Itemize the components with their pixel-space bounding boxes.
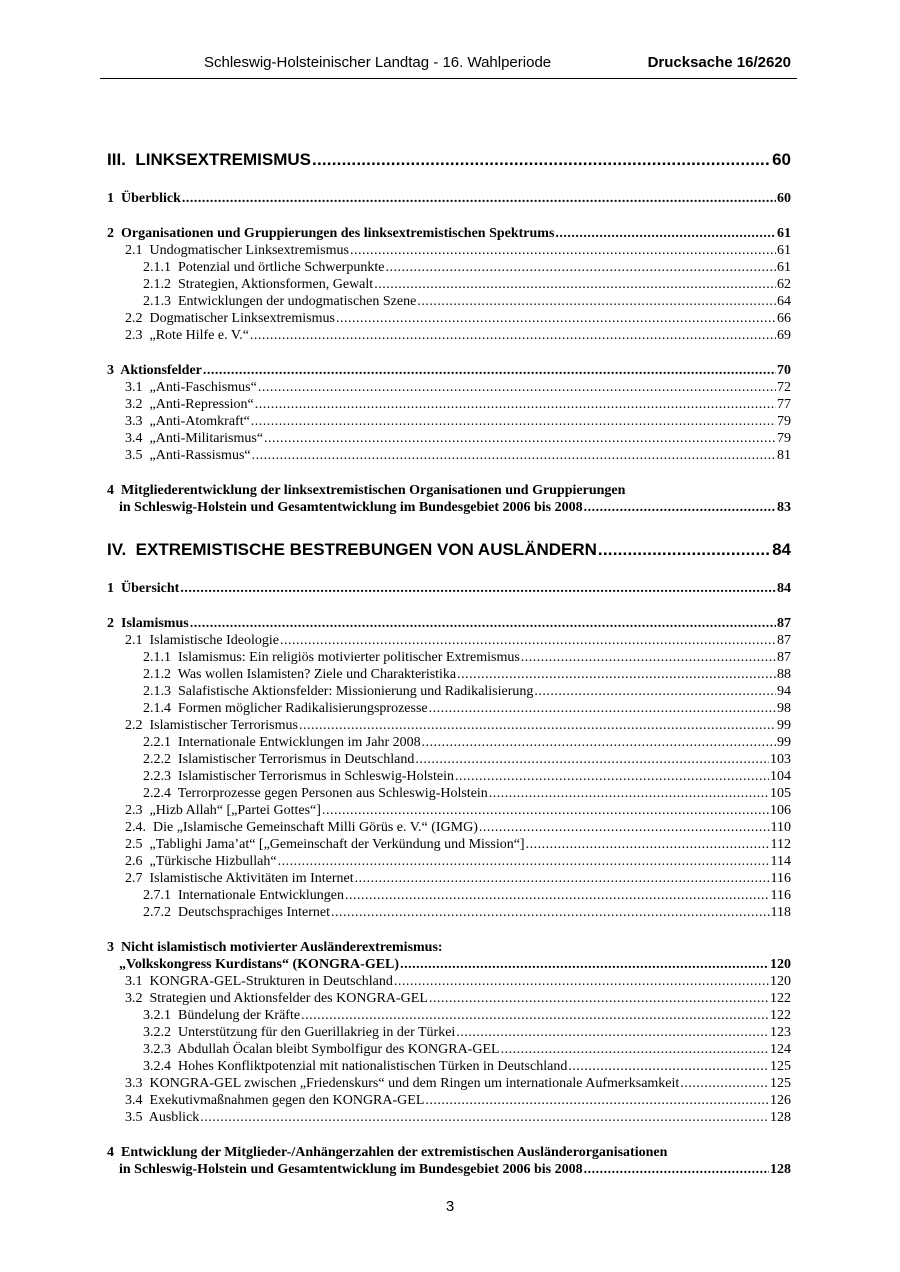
toc-entry[interactable]: 3.3 „Anti-Atomkraft“ ..... 79 bbox=[107, 413, 791, 430]
toc-entry[interactable]: 2.2.1 Internationale Entwicklungen im Jahr 2008 ..... 99 bbox=[107, 734, 791, 751]
toc-entry[interactable]: 2.1.3 Salafistische Aktionsfelder: Missionierung und Radikalisierung ..... 94 bbox=[107, 683, 791, 700]
toc-chapter-iv[interactable]: IV. EXTREMISTISCHE BESTREBUNGEN VON AUSLÄNDERN ..... 84 bbox=[107, 538, 791, 562]
toc-entry-heading: 3 Nicht islamistisch motivierter Ausländerextremismus: bbox=[107, 940, 443, 955]
toc-chapter-iii[interactable]: III. LINKSEXTREMISMUS ..... 60 bbox=[107, 148, 791, 172]
toc-entry[interactable]: 2.3 „Rote Hilfe e. V.“ ..... 69 bbox=[107, 327, 791, 344]
toc-entry[interactable]: 3 Aktionsfelder ..... 70 bbox=[107, 362, 791, 379]
table-of-contents bbox=[107, 148, 791, 1178]
toc-entry[interactable]: 2 Organisationen und Gruppierungen des linksextremistischen Spektrums ..... 61 bbox=[107, 225, 791, 242]
toc-entry[interactable]: 3.2.1 Bündelung der Kräfte ..... 122 bbox=[107, 1007, 791, 1024]
toc-entry[interactable]: 2.3 „Hizb Allah“ [„Partei Gottes“] ..... 106 bbox=[107, 802, 791, 819]
toc-entry[interactable]: 3.2.4 Hohes Konfliktpotenzial mit nationalistischen Türken in Deutschland ..... 125 bbox=[107, 1058, 791, 1075]
toc-entry[interactable]: 3.2 Strategien und Aktionsfelder des KONGRA-GEL ..... 122 bbox=[107, 990, 791, 1007]
toc-entry[interactable]: 2.2 Dogmatischer Linksextremismus ..... 66 bbox=[107, 310, 791, 327]
toc-entry[interactable]: 2.4. Die „Islamische Gemeinschaft Milli Görüs e. V.“ (IGMG) ..... 110 bbox=[107, 819, 791, 836]
toc-entry[interactable]: 2.5 „Tablighi Jama’at“ [„Gemeinschaft der Verkündung und Mission“] ..... 112 bbox=[107, 836, 791, 853]
toc-entry[interactable]: 3.2.3 Abdullah Öcalan bleibt Symbolfigur des KONGRA-GEL ..... 124 bbox=[107, 1041, 791, 1058]
toc-entry-heading: 4 Entwicklung der Mitglieder-/Anhängerzahlen der extremistischen Ausländerorganisationen bbox=[107, 1145, 668, 1160]
toc-entry[interactable]: 2.1 Islamistische Ideologie ..... 87 bbox=[107, 632, 791, 649]
toc-entry[interactable]: 3.3 KONGRA-GEL zwischen „Friedenskurs“ und dem Ringen um internationale Aufmerksamkeit ..... 125 bbox=[107, 1075, 791, 1092]
toc-entry[interactable]: 2.2.3 Islamistischer Terrorismus in Schleswig-Holstein ..... 104 bbox=[107, 768, 791, 785]
toc-entry[interactable]: 2.1.4 Formen möglicher Radikalisierungsprozesse ..... 98 bbox=[107, 700, 791, 717]
page-header bbox=[100, 52, 797, 79]
toc-entry[interactable]: 2.2 Islamistischer Terrorismus ..... 99 bbox=[107, 717, 791, 734]
toc-entry[interactable]: 2.7.2 Deutschsprachiges Internet ..... 118 bbox=[107, 904, 791, 921]
toc-entry[interactable]: 2 Islamismus ..... 87 bbox=[107, 615, 791, 632]
toc-entry[interactable]: 3.2.2 Unterstützung für den Guerillakrieg in der Türkei ..... 123 bbox=[107, 1024, 791, 1041]
toc-entry[interactable]: 2.1.3 Entwicklungen der undogmatischen Szene ..... 64 bbox=[107, 293, 791, 310]
toc-entry[interactable]: 2.7.1 Internationale Entwicklungen ..... 116 bbox=[107, 887, 791, 904]
toc-entry[interactable]: in Schleswig-Holstein und Gesamtentwicklung im Bundesgebiet 2006 bis 2008 ..... 83 bbox=[107, 499, 791, 516]
toc-entry[interactable]: 3.4 „Anti-Militarismus“ ..... 79 bbox=[107, 430, 791, 447]
toc-entry[interactable]: 2.2.2 Islamistischer Terrorismus in Deutschland ..... 103 bbox=[107, 751, 791, 768]
header-title: Schleswig-Holsteinischer Landtag - 16. Wahlperiode bbox=[204, 54, 552, 71]
toc-entry[interactable]: 3.4 Exekutivmaßnahmen gegen den KONGRA-GEL ..... 126 bbox=[107, 1092, 791, 1109]
toc-entry[interactable]: 3.1 „Anti-Faschismus“ ..... 72 bbox=[107, 379, 791, 396]
toc-entry[interactable]: 2.6 „Türkische Hizbullah“ ..... 114 bbox=[107, 853, 791, 870]
toc-entry[interactable]: 3.5 „Anti-Rassismus“ ..... 81 bbox=[107, 447, 791, 464]
toc-entry[interactable]: 2.1.2 Strategien, Aktionsformen, Gewalt ..... 62 bbox=[107, 276, 791, 293]
toc-entry[interactable]: 2.1.1 Potenzial und örtliche Schwerpunkte ..... 61 bbox=[107, 259, 791, 276]
page-number: 3 bbox=[445, 1198, 455, 1215]
toc-entry[interactable]: 3.1 KONGRA-GEL-Strukturen in Deutschland ..... 120 bbox=[107, 973, 791, 990]
toc-entry[interactable]: 2.1 Undogmatischer Linksextremismus ..... 61 bbox=[107, 242, 791, 259]
toc-entry[interactable]: in Schleswig-Holstein und Gesamtentwicklung im Bundesgebiet 2006 bis 2008 ..... 128 bbox=[107, 1161, 791, 1178]
toc-entry[interactable]: 2.2.4 Terrorprozesse gegen Personen aus Schleswig-Holstein ..... 105 bbox=[107, 785, 791, 802]
toc-entry[interactable]: 2.1.2 Was wollen Islamisten? Ziele und Charakteristika ..... 88 bbox=[107, 666, 791, 683]
toc-entry[interactable]: 2.1.1 Islamismus: Ein religiös motivierter politischer Extremismus ..... 87 bbox=[107, 649, 791, 666]
toc-entry-heading: 4 Mitgliederentwicklung der linksextremistischen Organisationen und Gruppierungen bbox=[107, 483, 626, 498]
header-drucksache: Drucksache 16/2620 bbox=[647, 54, 791, 71]
toc-entry[interactable]: 1 Überblick ..... 60 bbox=[107, 190, 791, 207]
toc-entry[interactable]: 3.5 Ausblick ..... 128 bbox=[107, 1109, 791, 1126]
toc-entry[interactable]: 3.2 „Anti-Repression“ ..... 77 bbox=[107, 396, 791, 413]
toc-entry[interactable]: 1 Übersicht ..... 84 bbox=[107, 580, 791, 597]
toc-entry[interactable]: 2.7 Islamistische Aktivitäten im Internet ..... 116 bbox=[107, 870, 791, 887]
toc-entry[interactable]: „Volkskongress Kurdistans“ (KONGRA-GEL) ..... 120 bbox=[107, 956, 791, 973]
